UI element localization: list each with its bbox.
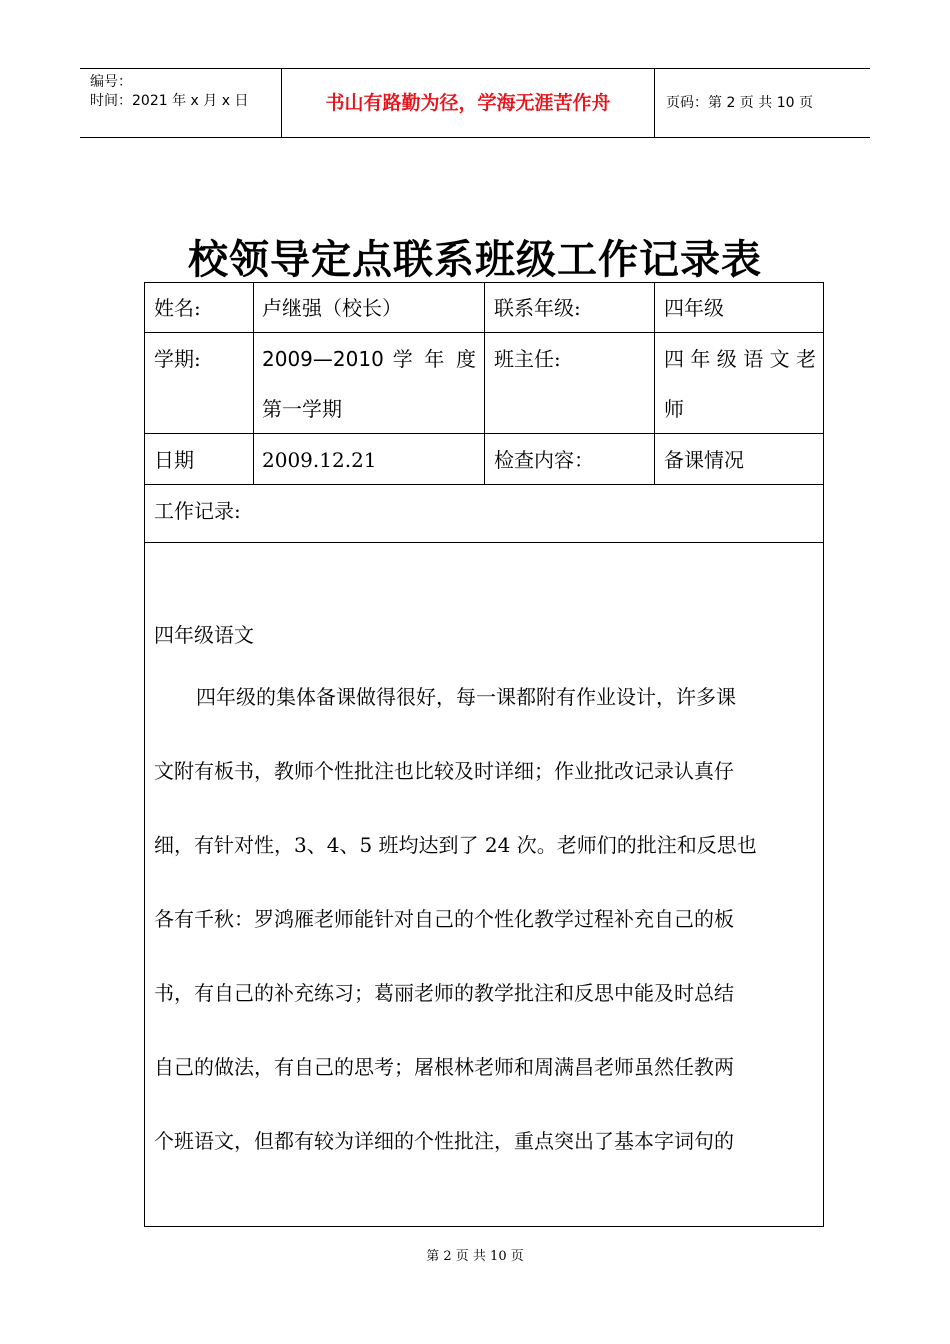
term-value: 2009—2010 学 年 度 (262, 347, 476, 371)
record-paragraph-line: 各有千秋：罗鸿雁老师能针对自己的个性化教学过程补充自己的板 (154, 907, 734, 931)
column-divider (484, 282, 485, 484)
page-title: 校领导定点联系班级工作记录表 (188, 237, 762, 283)
term-label: 学期: (154, 347, 201, 371)
motto-text: 书山有路勤为径，学海无涯苦作舟 (325, 92, 611, 114)
header-motto-cell (282, 69, 655, 137)
teacher-value-continued: 师 (664, 397, 684, 421)
column-divider (253, 282, 254, 484)
header-page-cell (656, 69, 870, 137)
record-label: 工作记录: (154, 499, 241, 523)
record-paragraph-line: 书，有自己的补充练习；葛丽老师的教学批注和反思中能及时总结 (154, 981, 734, 1005)
record-paragraph-line: 文附有板书，教师个性批注也比较及时详细；作业批改记录认真仔 (154, 759, 734, 783)
date-value: 2009.12.21 (262, 448, 377, 472)
check-label: 检查内容： (494, 448, 594, 472)
grade-label: 联系年级: (494, 296, 581, 320)
record-paragraph-line: 自己的做法，有自己的思考；屠根林老师和周满昌老师虽然任教两 (154, 1055, 734, 1079)
teacher-value: 四年级语文老 (664, 347, 816, 371)
page-footer: 第 2 页 共 10 页 (426, 1249, 524, 1264)
document-header (80, 68, 870, 138)
number-label: 编号： (90, 74, 132, 90)
column-divider (654, 282, 655, 484)
grade-value: 四年级 (664, 296, 724, 320)
record-subject: 四年级语文 (154, 623, 254, 647)
name-label: 姓名: (154, 296, 201, 320)
header-meta-cell (80, 69, 282, 137)
check-value: 备课情况 (664, 448, 744, 472)
term-value-continued: 第一学期 (262, 397, 342, 421)
date-label: 日期 (154, 448, 194, 472)
record-paragraph-line: 四年级的集体备课做得很好，每一课都附有作业设计，许多课 (196, 685, 736, 709)
row-divider (144, 542, 824, 543)
page-info: 页码：第 2 页 共 10 页 (666, 95, 813, 111)
record-paragraph-line: 个班语文，但都有较为详细的个性批注，重点突出了基本字词句的 (154, 1129, 734, 1153)
name-value: 卢继强（校长） (262, 296, 402, 320)
time-label: 时间：2021 年 x 月 x 日 (90, 93, 249, 109)
teacher-label: 班主任: (494, 347, 561, 371)
record-paragraph-line: 细，有针对性，3、4、5 班均达到了 24 次。老师们的批注和反思也 (154, 833, 757, 857)
